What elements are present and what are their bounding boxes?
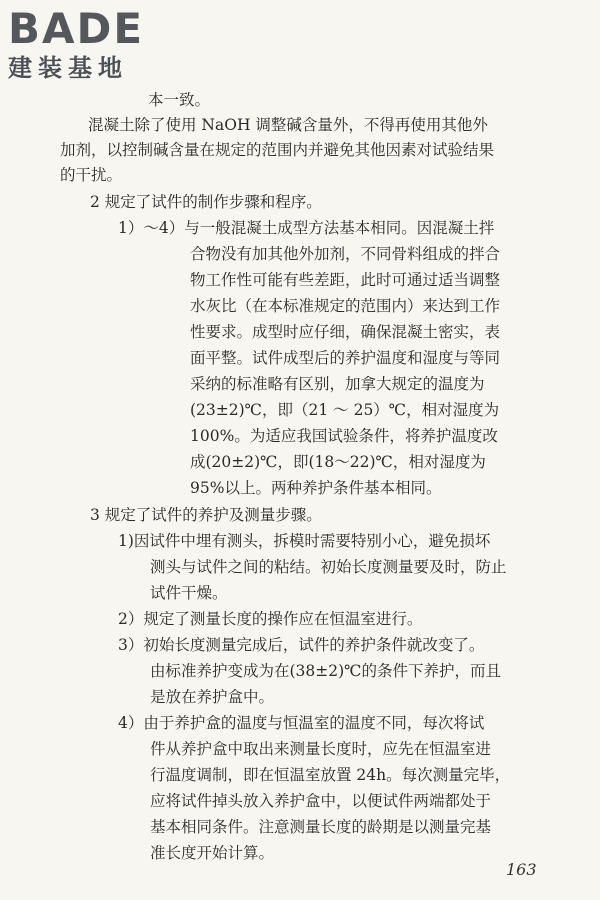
- text-line: 2）规定了测量长度的操作应在恒温室进行。: [118, 610, 423, 628]
- text-line: 基本相同条件。注意测量长度的龄期是以测量完基: [150, 818, 492, 836]
- text-line: 的干扰。: [60, 166, 123, 184]
- text-line: 1）～4）与一般混凝土成型方法基本相同。因混凝土拌: [118, 219, 495, 237]
- text-line: 由标准养护变成为在(38±2)℃的条件下养护，而且: [150, 662, 502, 680]
- text-line: (23±2)℃，即（21 ～ 25）℃，相对湿度为: [190, 401, 500, 419]
- text-line: 本一致。: [148, 91, 211, 109]
- text-line: 试件干燥。: [150, 584, 228, 602]
- page-number: 163: [506, 860, 537, 879]
- text-line: 1)因试件中埋有测头，拆模时需要特别小心，避免损坏: [118, 532, 491, 550]
- text-line: 水灰比（在本标准规定的范围内）来达到工作: [190, 297, 501, 315]
- text-line: 采纳的标准略有区别，加拿大规定的温度为: [190, 375, 485, 393]
- logo-brand: BADE: [8, 4, 145, 53]
- text-line: 准长度开始计算。: [150, 844, 275, 862]
- text-line: 成(20±2)℃，即(18～22)℃，相对湿度为: [190, 453, 486, 471]
- text-line: 物工作性可能有些差距，此时可通过适当调整: [190, 271, 501, 289]
- text-line: 性要求。成型时应仔细，确保混凝土密实，表: [190, 323, 501, 341]
- text-line: 面平整。试件成型后的养护温度和湿度与等同: [190, 349, 501, 367]
- text-line: 应将试件掉头放入养护盒中，以便试件两端都处于: [150, 792, 492, 810]
- logo-subtitle: 建装基地: [8, 54, 128, 82]
- text-line: 行温度调制，即在恒温室放置 24h。每次测量完毕，: [150, 766, 511, 784]
- text-line: 件从养护盒中取出来测量长度时，应先在恒温室进: [150, 740, 492, 758]
- publisher-logo: [8, 6, 188, 82]
- text-line: 合物没有加其他外加剂，不同骨料组成的拌合: [190, 245, 501, 263]
- text-line: 混凝土除了使用 NaOH 调整碱含量外，不得再使用其他外: [88, 116, 488, 134]
- text-line: 4）由于养护盒的温度与恒温室的温度不同，每次将试: [118, 714, 485, 732]
- text-line: 100%。为适应我国试验条件，将养护温度改: [190, 427, 498, 445]
- text-line: 是放在养护盒中。: [150, 688, 275, 706]
- text-line: 3）初始长度测量完成后，试件的养护条件就改变了。: [118, 636, 485, 654]
- text-line: 95%以上。两种养护条件基本相同。: [190, 479, 442, 497]
- text-line: 加剂，以控制碱含量在规定的范围内并避免其他因素对试验结果: [60, 141, 495, 159]
- section-3-heading: 3 规定了试件的养护及测量步骤。: [90, 506, 322, 524]
- section-2-heading: 2 规定了试件的制作步骤和程序。: [90, 193, 322, 211]
- text-line: 测头与试件之间的粘结。初始长度测量要及时，防止: [150, 558, 507, 576]
